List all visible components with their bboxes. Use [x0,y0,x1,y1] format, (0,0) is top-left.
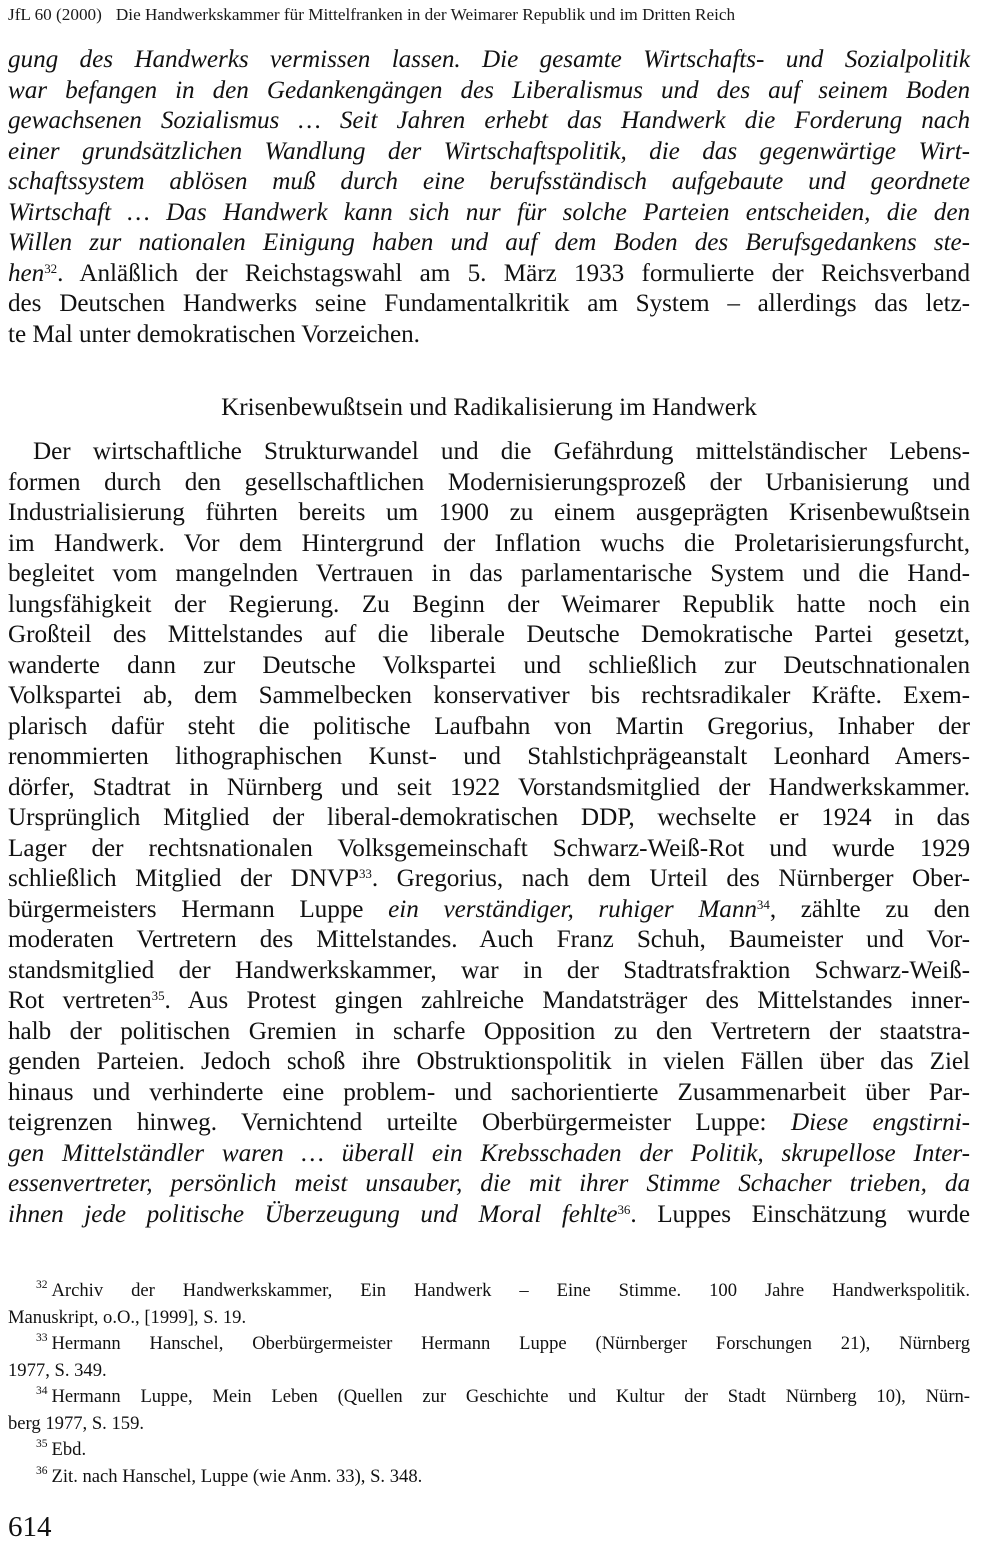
text-line: gen Mittelständler waren … überall ein Krebsschaden der Politik, skrupellose Inter- [8,1139,970,1167]
text-line [8,986,970,1017]
text-line: einer grundsätzlichen Wandlung der Wirtschaftspolitik, die das gegenwärtige Wirt- [8,137,970,165]
text-line: gung des Handwerks vermissen lassen. Die gesamte Wirtschafts- und Sozialpolitik [8,46,970,73]
footnote-ref-35[interactable]: 35 [151,988,165,1003]
footnote-line [8,1278,970,1305]
footnote-text: Manuskript, o.O., [1999], S. 19. [8,1306,247,1328]
text-line: Großteil des Mittelstandes auf die liberale Deutsche Demokratische Partei gesetzt, [8,621,970,648]
text-line: dörfer, Stadtrat in Nürnberg und seit 1922 Vorstandsmitglied der Handwerkskammer. [8,773,970,801]
footnote-number: 34 [36,1385,48,1397]
text-span: bürgermeisters Hermann Luppe [8,895,389,923]
page-number: 614 [8,1511,52,1543]
text-line: plarisch dafür steht die politische Laufbahn von Martin Gregorius, Inhaber der [8,712,970,740]
footnote-line [8,1384,970,1411]
text-line: Industrialisierung führten bereits um 1900 zu einem ausgeprägten Krisenbewußtsein [8,499,970,526]
journal-ref: JfL 60 (2000) [8,5,102,24]
footnote-number: 35 [36,1438,48,1450]
text-line: Der wirtschaftliche Strukturwandel und die Gefährdung mittelständischer Lebens- [33,438,970,465]
footnote-34 [8,1384,970,1437]
paragraph-2 [8,437,970,1230]
text-span: . Luppes Einschätzung wurde [630,1200,970,1228]
footnote-text: Archiv der Handwerkskammer, Ein Handwerk – Eine Stimme. 100 Jahre Handwerkspolitik. [51,1280,970,1301]
text-line: renommierten lithographischen Kunst- und Stahlstichprägeanstalt Leonhard Amers- [8,743,970,770]
footnote-line [8,1437,970,1464]
text-line: Ursprünglich Mitglied der liberal-demokratischen DDP, wechselte er 1924 in das [8,804,970,831]
footnote-36 [8,1464,970,1491]
text-line: im Handwerk. Vor dem Hintergrund der Inflation wuchs die Proletarisierungsfurcht, [8,529,970,557]
text-line: schaftssystem ablösen muß durch eine berufsständisch aufgebaute und geordnete [8,168,970,195]
text-line [8,259,970,290]
text-line: begleitet vom mangelnden Vertrauen in das parlamentarische System und die Hand- [8,560,970,587]
text-line: formen durch den gesellschaftlichen Modernisierungsprozeß der Urbanisierung und [8,468,970,496]
paragraph-1 [8,45,970,350]
footnote-marker [8,1331,52,1358]
footnote-marker [8,1437,52,1464]
quote-span: ihnen jede politische Überzeugung und Moral fehlte [8,1200,618,1228]
footnote-marker [8,1384,52,1411]
footnote-number: 32 [36,1279,48,1291]
text-line: Wirtschaft … Das Handwerk kann sich nur für solche Parteien entscheiden, die den [8,198,970,226]
footnote-text: Zit. nach Hanschel, Luppe (wie Anm. 33), S. 348. [51,1465,423,1487]
footnote-33 [8,1331,970,1384]
quote-span: Diese engstirni- [790,1109,970,1136]
text-span: . Aus Protest gingen zahlreiche Mandatsträger des Mittelstandes inner- [164,987,970,1014]
text-span: . Anläßlich der Reichstagswahl am 5. März 1933 formulierte der Reichsverband [57,259,970,287]
footnote-line [8,1464,970,1491]
text-span: , zählte zu den [769,895,970,923]
text-span: schließlich Mitglied der DNVP [8,865,359,892]
text-line: Willen zur nationalen Einigung haben und auf dem Boden des Berufsgedankens ste- [8,229,970,256]
text-line: war befangen in den Gedankengängen des Liberalismus und des auf seinem Boden [8,76,970,104]
footnote-32 [8,1278,970,1331]
footnote-text: Hermann Hanschel, Oberbürgermeister Hermann Luppe (Nürnberger Forschungen 21), Nürnberg [51,1333,970,1354]
footnote-line [8,1331,970,1358]
text-line: Volkspartei ab, dem Sammelbecken konservativer bis rechtsradikaler Kräfte. Exem- [8,682,970,709]
footnote-text: Hermann Luppe, Mein Leben (Quellen zur Geschichte und Kultur der Stadt Nürnberg 10), Nürn- [51,1386,970,1407]
text-line: halb der politischen Gremien in scharfe Opposition zu den Vertretern der staatstra- [8,1017,970,1045]
text-line: moderaten Vertretern des Mittelstandes. Auch Franz Schuh, Baumeister und Vor- [8,926,970,953]
footnote-number: 33 [36,1332,48,1344]
text-span: . Gregorius, nach dem Urteil des Nürnberger Ober- [371,865,970,892]
text-line: gewachsenen Sozialismus … Seit Jahren erhebt das Handwerk die Forderung nach [8,107,970,134]
footnote-ref-34[interactable]: 34 [756,896,770,912]
text-span: Rot vertreten [8,987,152,1014]
text-line: lungsfähigkeit der Regierung. Zu Beginn der Weimarer Republik hatte noch ein [8,590,970,618]
text-line: wanderte dann zur Deutsche Volkspartei und schließlich zur Deutschnationalen [8,651,970,679]
text-line: te Mal unter demokratischen Vorzeichen. [8,320,420,348]
footnote-ref-33[interactable]: 33 [358,866,372,881]
text-line [8,895,970,926]
quote-span: ein verständiger, ruhiger Mann [388,895,757,923]
text-line [8,1200,970,1231]
text-line: des Deutschen Handwerks seine Fundamentalkritik am System – allerdings das letz- [8,290,970,317]
text-line: Lager der rechtsnationalen Volksgemeinschaft Schwarz-Weiß-Rot und wurde 1929 [8,834,970,862]
footnote-number: 36 [36,1464,48,1477]
footnote-text: 1977, S. 349. [8,1359,107,1381]
footnote-marker [8,1464,52,1491]
footnote-text: berg 1977, S. 159. [8,1412,145,1434]
footnote-ref-32[interactable]: 32 [44,260,58,276]
section-heading: Krisenbewußtsein und Radikalisierung im Handwerk [221,394,757,421]
text-line: genden Parteien. Jedoch schoß ihre Obstruktionspolitik in vielen Fällen über das Ziel [8,1048,970,1075]
quote-end: hen [8,259,45,287]
text-line [8,1108,970,1139]
footnote-marker [8,1278,52,1305]
footnotes [8,1278,970,1490]
text-line [8,864,970,895]
footnote-text: Ebd. [51,1439,87,1460]
text-line: standsmitglied der Handwerkskammer, war in der Stadtratsfraktion Schwarz-Weiß- [8,956,970,984]
text-span: teigrenzen hinweg. Vernichtend urteilte Oberbürgermeister Luppe: [8,1109,791,1136]
running-header [8,5,970,25]
text-line: hinaus und verhinderte eine problem- und sachorientierte Zusammenarbeit über Par- [8,1078,970,1106]
footnote-35 [8,1437,970,1464]
footnote-ref-36[interactable]: 36 [617,1201,631,1217]
running-title: Die Handwerkskammer für Mittelfranken in der Weimarer Republik und im Dritten Reich [115,5,736,24]
text-line: essenvertreter, persönlich meist unsauber, die mit ihrer Stimme Schacher trieben, da [8,1170,970,1197]
